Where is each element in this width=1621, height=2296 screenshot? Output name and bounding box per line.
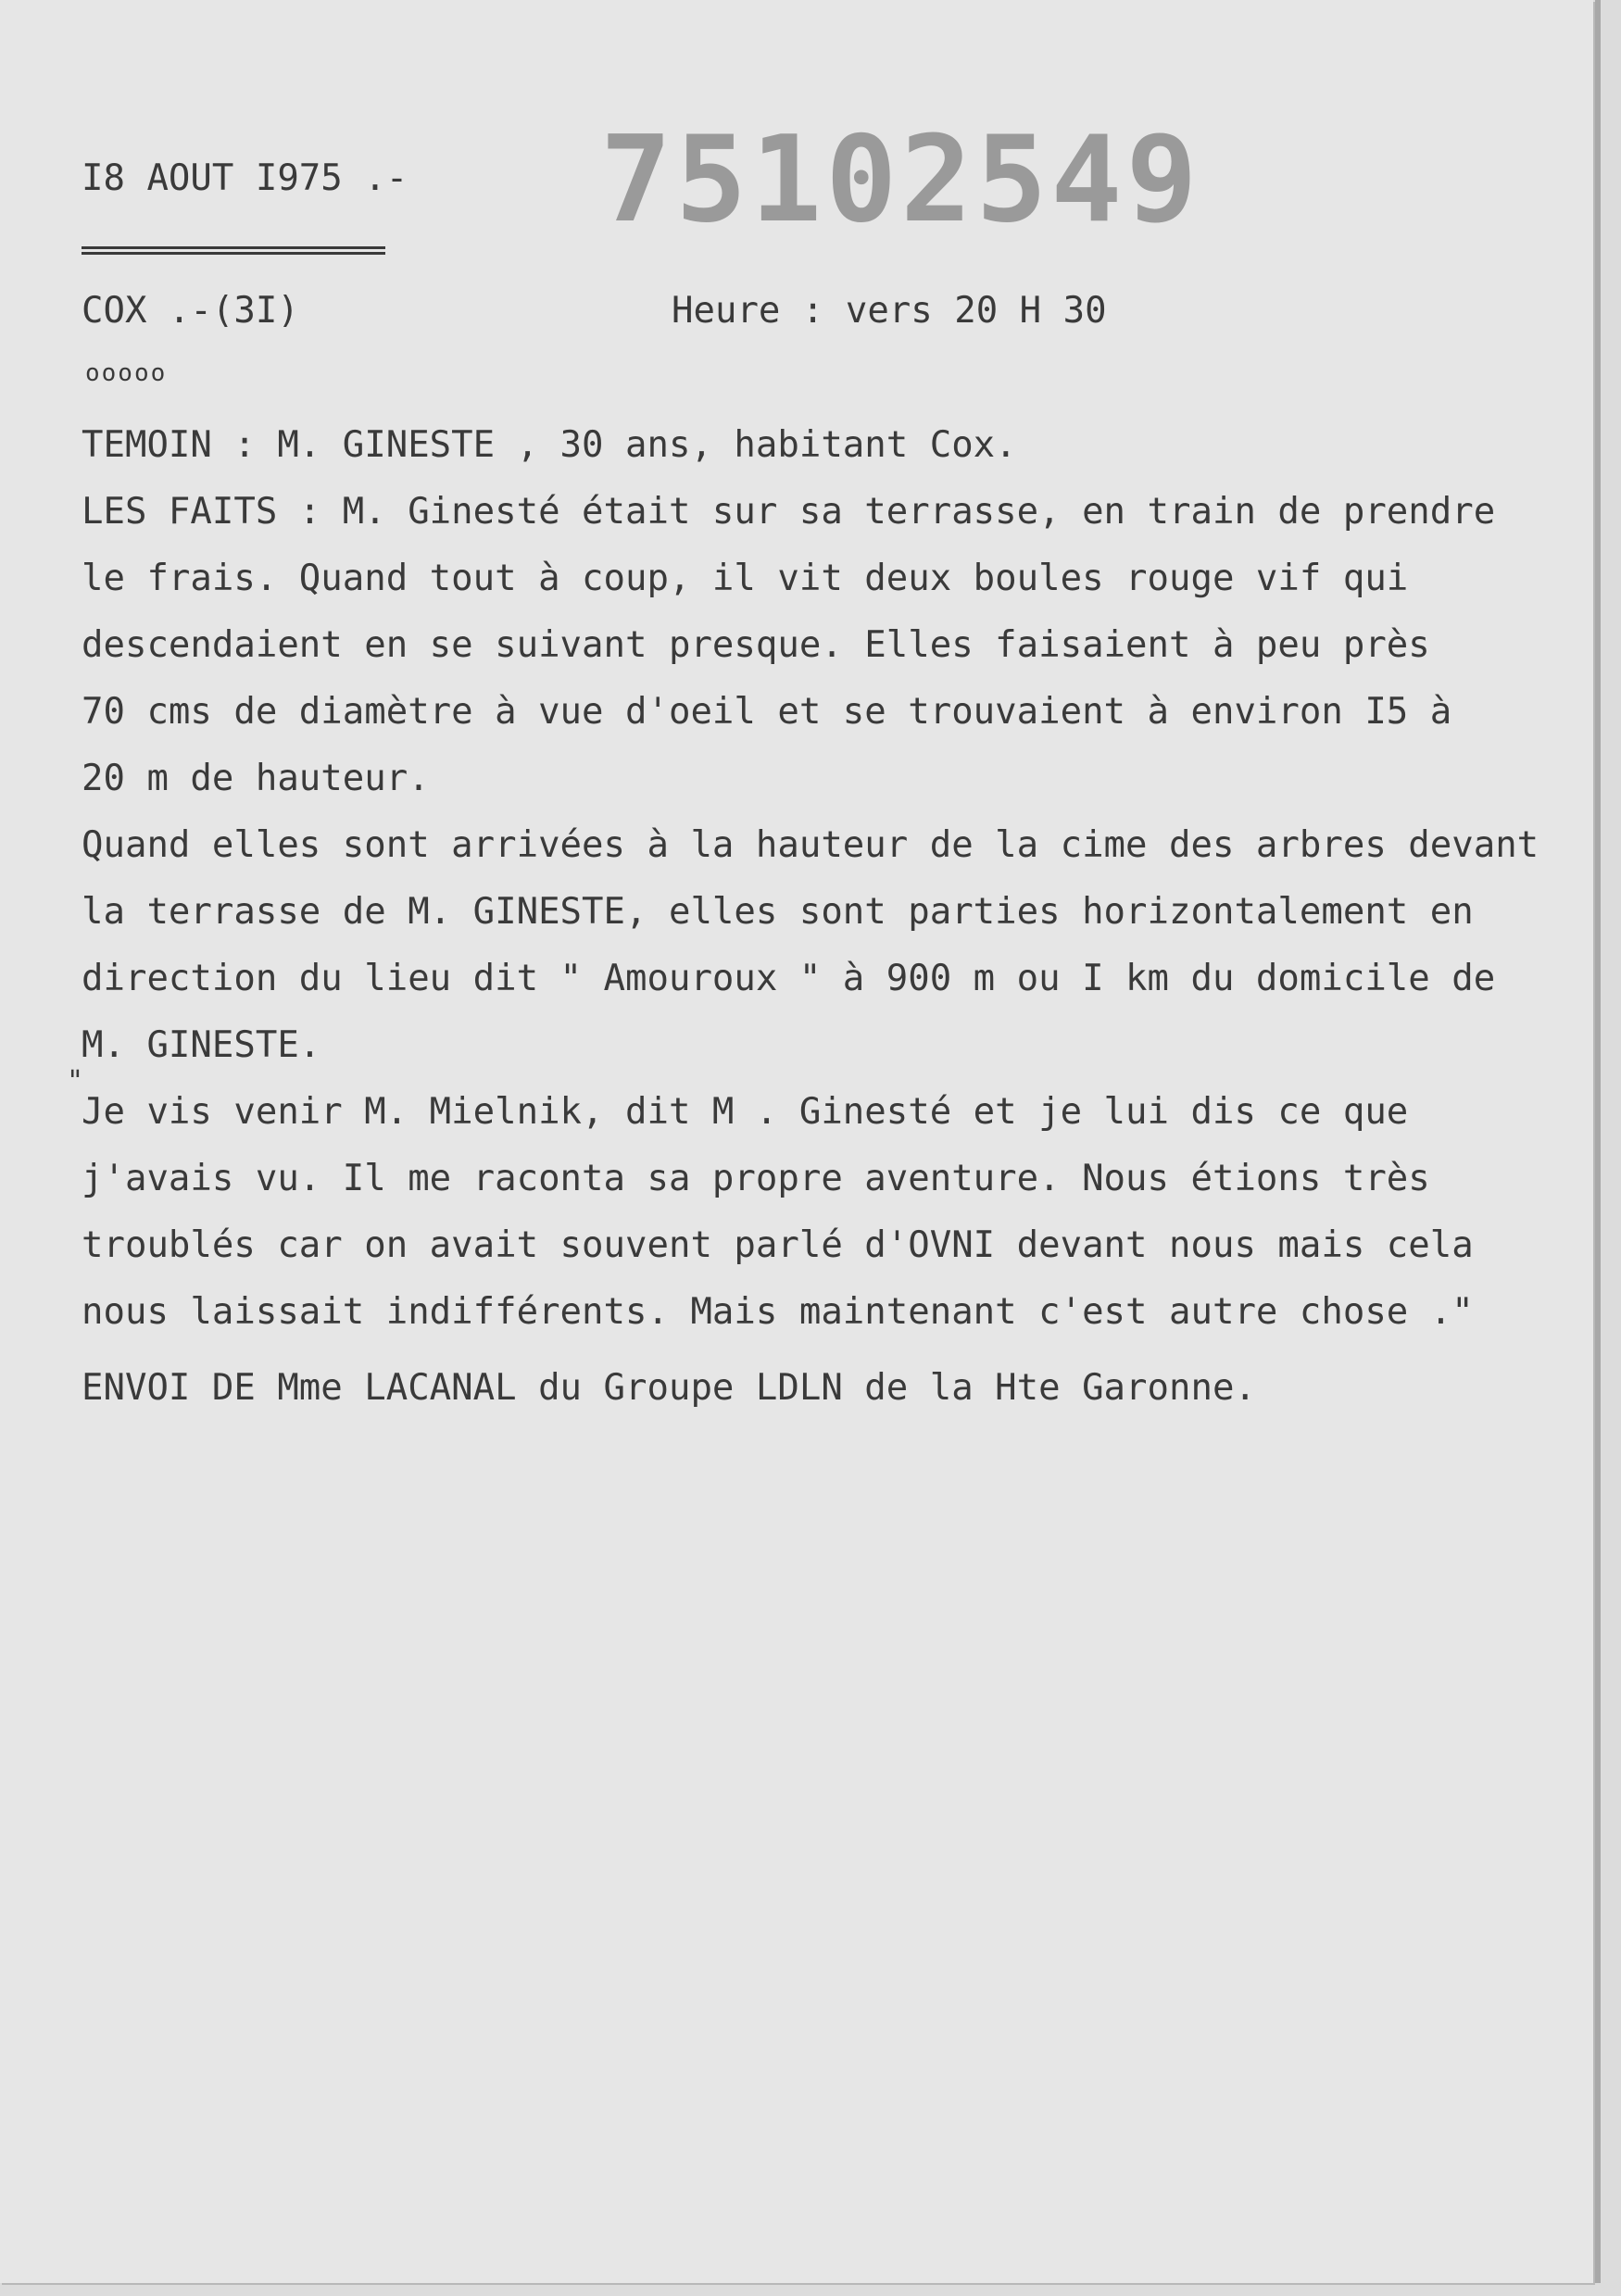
text-line: j'avais vu. Il me raconta sa propre aventure. Nous étions très bbox=[82, 1158, 1430, 1199]
text-line: troublés car on avait souvent parlé d'OVNI devant nous mais cela bbox=[82, 1224, 1474, 1266]
text-line: le frais. Quand tout à coup, il vit deux boules rouge vif qui bbox=[82, 558, 1409, 599]
text-line: LES FAITS : M. Ginesté était sur sa terrasse, en train de prendre bbox=[82, 491, 1496, 533]
text-line: la terrasse de M. GINESTE, elles sont parties horizontalement en bbox=[82, 891, 1474, 933]
text-line: TEMOIN : M. GINESTE , 30 ans, habitant Cox. bbox=[82, 424, 1017, 466]
text-line: nous laissait indifférents. Mais maintenant c'est autre chose ." bbox=[82, 1291, 1474, 1333]
text-line: direction du lieu dit " Amouroux " à 900 m ou I km du domicile de bbox=[82, 958, 1496, 999]
text-line: 20 m de hauteur. bbox=[82, 758, 430, 799]
sender-footer: ENVOI DE Mme LACANAL du Groupe LDLN de la Hte Garonne. bbox=[82, 1367, 1256, 1409]
text-line: M. GINESTE. bbox=[82, 1024, 321, 1066]
archive-stamp-number: 75102549 bbox=[600, 111, 1201, 249]
page-edge bbox=[1595, 0, 1601, 2283]
date-underline bbox=[82, 246, 385, 249]
text-line: descendaient en se suivant presque. Elles faisaient à peu près bbox=[82, 624, 1430, 666]
time-heading: Heure : vers 20 H 30 bbox=[672, 290, 1107, 332]
location-heading: COX .-(3I) bbox=[82, 290, 299, 332]
separator-circles: ooooo bbox=[85, 359, 168, 387]
document-date: I8 AOUT I975 .- bbox=[82, 157, 408, 199]
open-quote-mark: " bbox=[67, 1065, 84, 1098]
text-line: Je vis venir M. Mielnik, dit M . Ginesté et je lui dis ce que bbox=[82, 1091, 1409, 1133]
text-line: Quand elles sont arrivées à la hauteur de la cime des arbres devant bbox=[82, 824, 1539, 866]
text-line: 70 cms de diamètre à vue d'oeil et se trouvaient à environ I5 à bbox=[82, 691, 1452, 733]
date-underline-2 bbox=[82, 252, 385, 255]
